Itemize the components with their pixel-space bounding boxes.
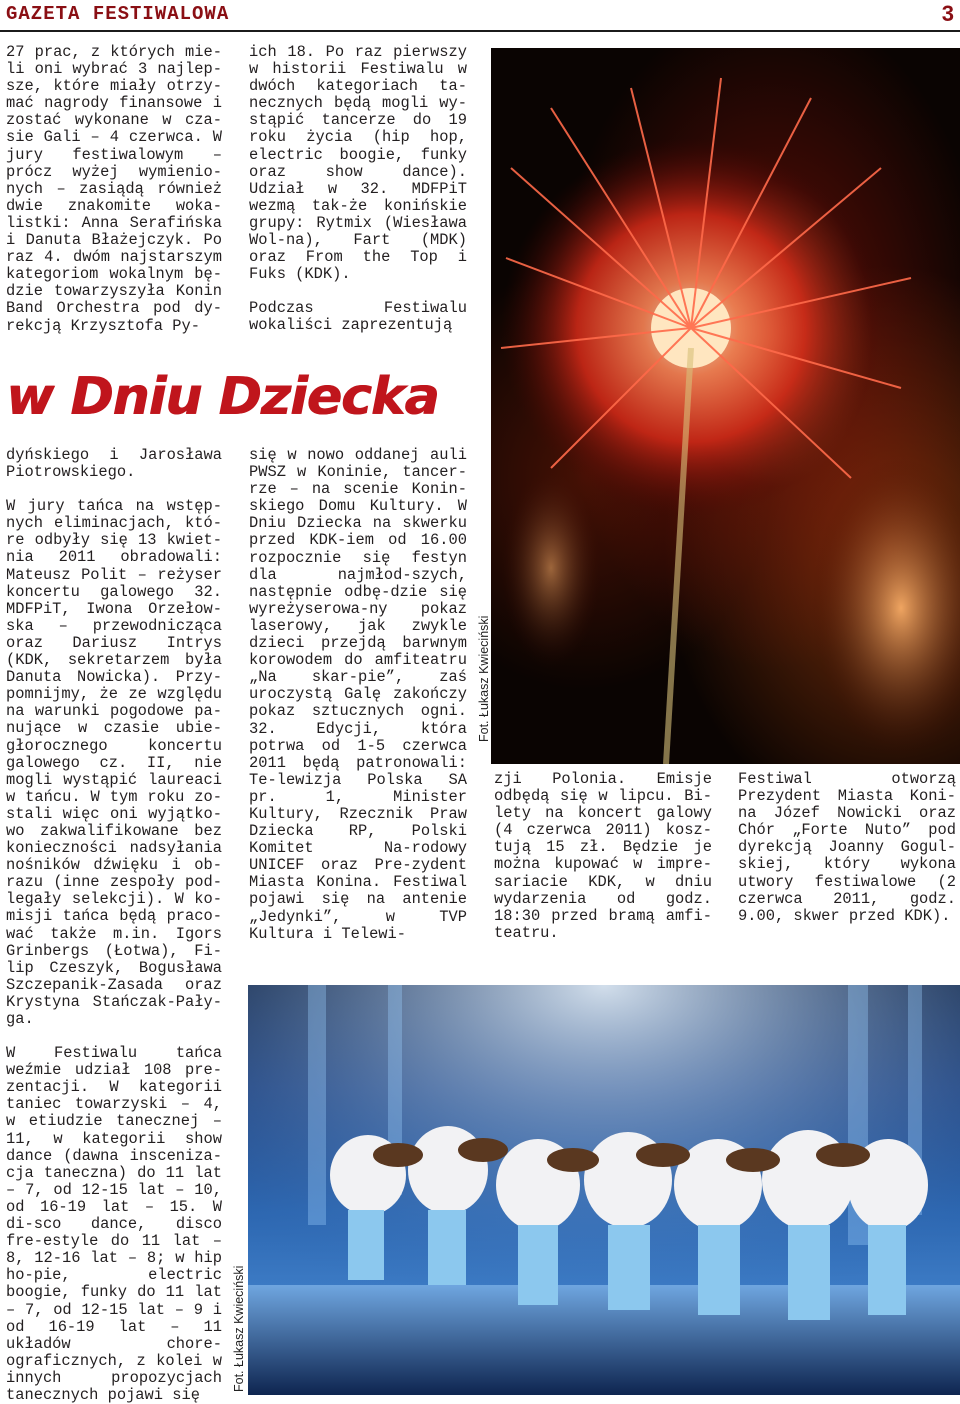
paragraph: się w nowo oddanej auli PWSZ w Koninie, tancer-rze – na scenie Konin-skiego Domu Kultury. W Dniu Dziecka na skwerku przed KDK-iem od 16.00 rozpocznie się festyn dla najmłod-szych, następnie odbę-dzie się wyreżyserowa-ny pokaz laserowy, jak zwykle dzieci przejdą barwnym korowodem do amfiteatru „Na skar-pie”, zaś uroczystą Galę zakończy pokaz sztucznych ogni. 32. Edycji, która potrwa od 1-5 czerwca 2011 będą patronowali: Te-lewizja Polska SA pr. 1, Minister Kultury, Rzecznik Praw Dziecka RP, Polski Komitet Na-rodowy UNICEF oraz Pre-zydent Miasta Konina. Festiwal pojawi się na antenie „Jedynki”, w TVP Kultura i Telewi- xyxy=(249,446,467,943)
headline: w Dniu Dziecka xyxy=(6,367,439,427)
article-column-1-top xyxy=(6,44,222,335)
paragraph: ich 18. Po raz pierwszy w historii Festiwalu w dwóch kategoriach ta-necznych będą mogli wy-stąpić tancerze do 19 roku życia (hip hop, electric boogie, funky oraz show dance). Udział w 32. MDFPiT wezmą tak-że konińskie grupy: Rytmix (Wiesława Wol-na), Fart (MDK) oraz From the Top i Fuks (KDK). xyxy=(249,43,467,284)
paragraph: Podczas Festiwalu wokaliści zaprezentują xyxy=(249,299,467,335)
page-header xyxy=(0,0,960,32)
dance-photo xyxy=(248,985,960,1395)
photo-credit-dance: Fot. Łukasz Kwieciński xyxy=(232,1265,246,1392)
article-column-3-bottom xyxy=(494,771,712,942)
page-number: 3 xyxy=(941,1,954,26)
paragraph: W jury tańca na wstęp-nych eliminacjach, któ-re odbyły się 13 kwiet-nia 2011 obradowali: Mateusz Polit – reżyser koncertu galowego 32. MDFPiT, Iwona Orzełow-ska – przewodnicząca oraz Dariusz Intrys (KDK, sekretarzem była Danuta Nowicka). Przy-pomnijmy, że ze względu na warunki pogodowe pa-nujące w czasie ubie-głorocznego koncertu galowego cz. II, nie mogli wystąpić laureaci w tańcu. W tym roku zo-stali więc oni wyjątko-wo zakwalifikowane bez konieczności nadsyłania nośników dźwięku i ob-razu (inne zespoły pod-legały selekcji). W ko-misji tańca będą praco-wać także m.in. Igors Grinbergs (Łotwa), Fi-lip Czeszyk, Bogusława Szczepanik-Zasada oraz Krystyna Stańczak-Pały-ga. xyxy=(6,497,222,1028)
article-column-1-bottom xyxy=(6,447,222,1404)
photo-credit-fireworks: Fot. Łukasz Kwieciński xyxy=(477,615,491,742)
article-column-2-bottom xyxy=(249,447,467,943)
paragraph: W Festiwalu tańca weźmie udział 108 pre-zentacji. W kategorii taniec towarzyski – 4, w etiudzie tanecznej – 11, w kategorii show dance (dawna insceniza-cja taneczna) do 11 lat – 7, od 12-15 lat – 10, od 16-19 lat – 15. W di-sco dance, disco fre-estyle do 11 lat – 8, 12-16 lat – 8; w hip ho-pie, electric boogie, funky do 11 lat – 7, od 12-15 lat – 9 i od 16-19 lat – 11 układów chore-ograficznych, z kolei w innych propozycjach tanecznych pojawi się xyxy=(6,1044,222,1404)
paragraph: zji Polonia. Emisje odbędą się w lipcu. Bi-lety na koncert galowy (4 czerwca 2011) kosz-tują 15 zł. Będzie je można kupować w impre-sariacie KDK, w dniu wydarzenia od godz. 18:30 przed bramą amfi-teatru. xyxy=(494,770,712,942)
fireworks-photo xyxy=(491,48,960,764)
fireworks-illustration xyxy=(491,48,960,764)
paragraph: Festiwal otworzą Prezydent Miasta Koni-na Józef Nowicki oraz Chór „Forte Nuto” pod dyrekcją Joanny Gogul-skiej, który wykona utwory festiwalowe (2 czerwca 2011, godz. 9.00, skwer przed KDK). xyxy=(738,770,956,925)
article-column-2-top xyxy=(249,44,467,335)
paragraph: dyńskiego i Jarosława Piotrowskiego. xyxy=(6,446,222,482)
dancers-illustration xyxy=(248,985,960,1395)
article-column-4-bottom xyxy=(738,771,956,925)
paragraph: 27 prac, z których mie-li oni wybrać 3 najlep-sze, które miały otrzy-mać nagrody finansowe i zostać wykonane w cza-sie Gali – 4 czerwca. W jury festiwalowym – prócz wyżej wymienio-nych – zasiądą również dwie znakomite woka-listki: Anna Serafińska i Danuta Błażejczyk. Po raz 4. dwóm najstarszym kategoriom wokalnym bę-dzie towarzyszyła Konin Band Orchestra pod dy-rekcją Krzysztofa Py- xyxy=(6,43,222,335)
publication-title: GAZETA FESTIWALOWA xyxy=(6,3,230,25)
